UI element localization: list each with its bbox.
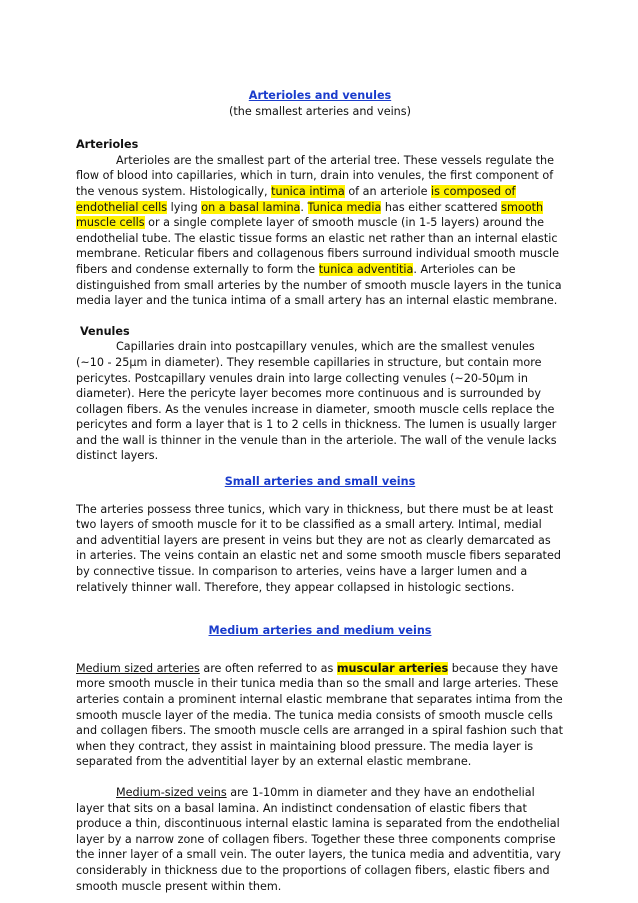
medium-arteries-paragraph xyxy=(76,661,564,770)
small-arteries-heading[interactable]: Small arteries and small veins xyxy=(224,475,416,489)
text-run: has either scattered xyxy=(381,200,502,214)
text-run: are often referred to as xyxy=(199,661,337,675)
text-run: because they have more smooth muscle in their tunica media than so the small and large arteries. These arteries contain a prominent internal elastic membrane that separates intima from the smooth muscle layer of the media. The tunica media consists of smooth muscle cells and collagen fibers. The smooth muscle cells are arranged in a spiral fashion such that when they contract, they assist in maintaining blood pressure. The media layer is separated from the adventitial layer by an external elastic membrane. xyxy=(76,661,564,769)
text-run: . Arterioles can be distinguished from small arteries by the number of smooth muscle layers in the tunica media layer and the tunica intima of a small artery has an internal elastic membrane. xyxy=(76,262,562,308)
document-title[interactable]: Arterioles and venules xyxy=(248,89,392,102)
document-page xyxy=(76,88,564,894)
medium-arteries-heading[interactable]: Medium arteries and medium veins xyxy=(208,624,432,638)
document-subtitle: (the smallest arteries and veins) xyxy=(229,104,411,118)
highlight-basal-lamina: on a basal lamina xyxy=(201,200,301,214)
highlight-endothelial-cells: is composed of endothelial cells xyxy=(76,184,516,214)
highlight-tunica-intima: tunica intima xyxy=(271,184,345,198)
text-run: of an arteriole xyxy=(344,184,432,198)
medium-sized-arteries-term: Medium sized arteries xyxy=(76,661,200,675)
arterioles-paragraph xyxy=(76,153,564,309)
highlight-tunica-media: Tunica media xyxy=(307,200,382,214)
text-run: are 1-10mm in diameter and they have an endothelial layer that sits on a basal lamina. An indistinct condensation of elastic fibers that produce a thin, discontinuous internal elastic lamina is separated from the endothelial layer by a narrow zone of collagen fibers. Together these three components comprise the inner layer of a small vein. The outer layers, the tunica media and adventitia, vary considerably in thickness due to the proportions of collagen fibers, elastic fibers and smooth muscle present within them. xyxy=(76,785,561,893)
venules-paragraph: Capillaries drain into postcapillary venules, which are the smallest venules (~10 - 25µm in diameter). They resemble capillaries in structure, but contain more pericytes. Postcapillary venules drain into large collecting venules (~20-50µm in diameter). Here the pericyte layer becomes more continuous and is surrounded by collagen fibers. As the venules increase in diameter, smooth muscle cells replace the pericytes and form a layer that is 1 to 2 cells in thickness. The lumen is usually larger and the wall is thinner in the venule than in the arteriole. The wall of the venule lacks distinct layers. xyxy=(76,340,557,463)
medium-veins-paragraph xyxy=(76,785,564,894)
venules-heading: Venules xyxy=(80,324,130,338)
arterioles-heading: Arterioles xyxy=(76,138,139,152)
medium-sized-veins-term: Medium-sized veins xyxy=(116,785,227,799)
highlight-muscular-arteries: muscular arteries xyxy=(336,661,449,675)
highlight-tunica-adventitia: tunica adventitia xyxy=(318,262,414,276)
text-run: or a single complete layer of smooth muscle (in 1-5 layers) around the endothelial tube. The elastic tissue forms an elastic net rather than an internal elastic membrane. Reticular fibers and collagenous fibers surround individual smooth muscle fibers and condense externally to form the xyxy=(76,216,560,276)
text-run: Arterioles are the smallest part of the arterial tree. These vessels regulate the flow of blood into capillaries, which in turn, drain into venules, the first component of the venous system. Histologically, xyxy=(76,153,554,198)
text-run: . xyxy=(300,200,308,214)
small-arteries-paragraph: The arteries possess three tunics, which vary in thickness, but there must be at least two layers of smooth muscle for it to be classified as a small artery. Intimal, medial and adventitial layers are present in veins but they are not as clearly demarcated as in arteries. The veins contain an elastic net and some smooth muscle fibers separated by connective tissue. In comparison to arteries, veins have a larger lumen and a relatively thinner wall. Therefore, they appear collapsed in histologic sections. xyxy=(76,502,561,594)
highlight-smooth-muscle-cells: smooth muscle cells xyxy=(76,200,544,230)
text-run: lying xyxy=(167,200,202,214)
